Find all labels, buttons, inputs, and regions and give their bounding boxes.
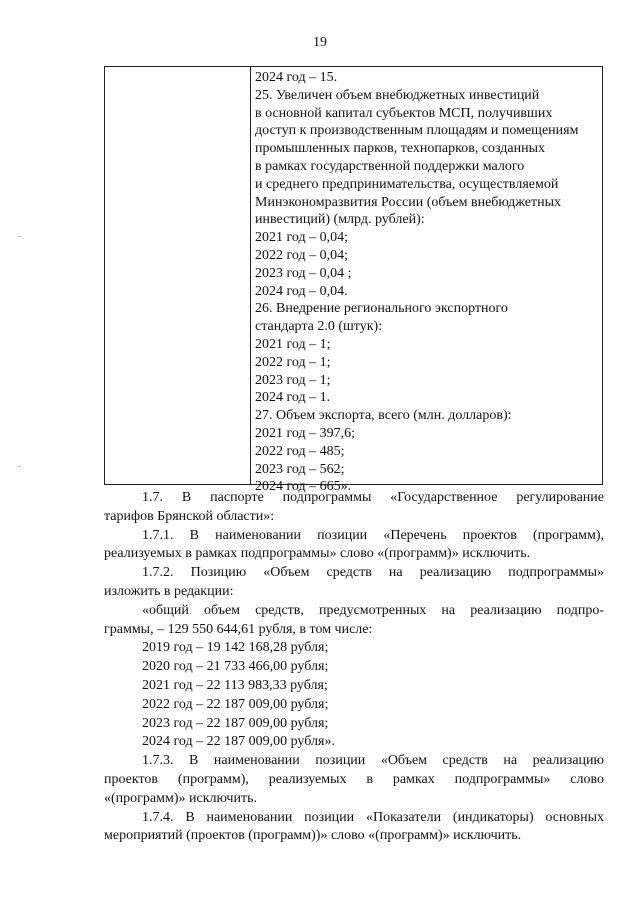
- margin-mark: [18, 236, 21, 237]
- cell-line: 2024 год – 0,04.: [255, 283, 348, 299]
- document-body: [104, 489, 604, 846]
- table-right-cell: [255, 69, 601, 496]
- cell-line: Минэкономразвития России (объем внебюджетных: [255, 194, 561, 210]
- quote-line: «общий объем средств, предусмотренных на реализацию подпро-: [142, 602, 604, 618]
- margin-mark: [18, 466, 21, 467]
- paragraph-1-7-4-line: мероприятий (проектов (программ))» слово «(программ)» исключить.: [104, 828, 522, 844]
- funding-year-line: 2021 год – 22 113 983,33 рубля;: [142, 677, 328, 693]
- cell-line: 27. Объем экспорта, всего (млн. долларов):: [255, 408, 512, 424]
- cell-line: в рамках государственной поддержки малого: [255, 158, 525, 174]
- cell-line: инвестиций) (млрд. рублей):: [255, 212, 425, 228]
- cell-line: 2022 год – 485;: [255, 443, 345, 459]
- paragraph-1-7-1-line: 1.7.1. В наименовании позиции «Перечень проектов (программ),: [142, 527, 604, 543]
- paragraph-1-7-3-line: проектов (программ), реализуемых в рамках подпрограммы» слово: [104, 771, 604, 787]
- paragraph-1-7-1-line: реализуемых в рамках подпрограммы» слово «(программ)» исключить.: [104, 546, 531, 562]
- cell-line: 2024 год – 1.: [255, 390, 331, 406]
- cell-line: 2024 год – 665».: [255, 479, 352, 495]
- cell-line: 2022 год – 0,04;: [255, 247, 349, 263]
- cell-line: стандарта 2.0 (штук):: [255, 319, 383, 335]
- paragraph-1-7-2-line: 1.7.2. Позицию «Объем средств на реализацию подпрограммы»: [142, 565, 604, 581]
- cell-line: 2023 год – 1;: [255, 372, 331, 388]
- paragraph-1-7-line: 1.7. В паспорте подпрограммы «Государственное регулирование: [142, 490, 604, 505]
- cell-line: 2021 год – 1;: [255, 336, 331, 352]
- cell-line: 2021 год – 397,6;: [255, 425, 356, 441]
- paragraph-1-7-line: тарифов Брянской области»:: [104, 508, 275, 524]
- cell-line: 26. Внедрение регионального экспортного: [255, 301, 508, 317]
- funding-year-line: 2022 год – 22 187 009,00 рубля;: [142, 696, 329, 712]
- cell-line: 2024 год – 15.: [255, 70, 338, 85]
- cell-line: и среднего предпринимательства, осуществляемой: [255, 176, 559, 192]
- funding-year-line: 2024 год – 22 187 009,00 рубля».: [142, 734, 335, 750]
- paragraph-1-7-3-line: «(программ)» исключить.: [104, 790, 257, 806]
- funding-year-line: 2020 год – 21 733 466,00 рубля;: [142, 659, 329, 675]
- table-column-divider: [250, 66, 251, 485]
- quote-line: граммы, – 129 550 644,61 рубля, в том числе:: [104, 621, 373, 637]
- cell-line: в основной капитал субъектов МСП, получивших: [255, 105, 553, 121]
- paragraph-1-7-3-line: 1.7.3. В наименовании позиции «Объем средств на реализацию: [142, 753, 604, 769]
- paragraph-1-7-4-line: 1.7.4. В наименовании позиции «Показатели (индикаторы) основных: [142, 809, 604, 825]
- cell-line: промышленных парков, технопарков, созданных: [255, 141, 546, 157]
- paragraph-1-7-2-line: изложить в редакции:: [104, 583, 234, 599]
- funding-year-line: 2019 год – 19 142 168,28 рубля;: [142, 640, 329, 656]
- cell-line: 2021 год – 0,04;: [255, 230, 349, 246]
- cell-line: 2023 год – 562;: [255, 461, 345, 477]
- cell-line: 2022 год – 1;: [255, 354, 331, 370]
- cell-line: 25. Увеличен объем внебюджетных инвестиций: [255, 87, 540, 103]
- funding-year-line: 2023 год – 22 187 009,00 рубля;: [142, 715, 329, 731]
- page-number: 19: [313, 35, 327, 50]
- cell-line: доступ к производственным площадям и помещениям: [255, 123, 579, 139]
- cell-line: 2023 год – 0,04 ;: [255, 265, 352, 281]
